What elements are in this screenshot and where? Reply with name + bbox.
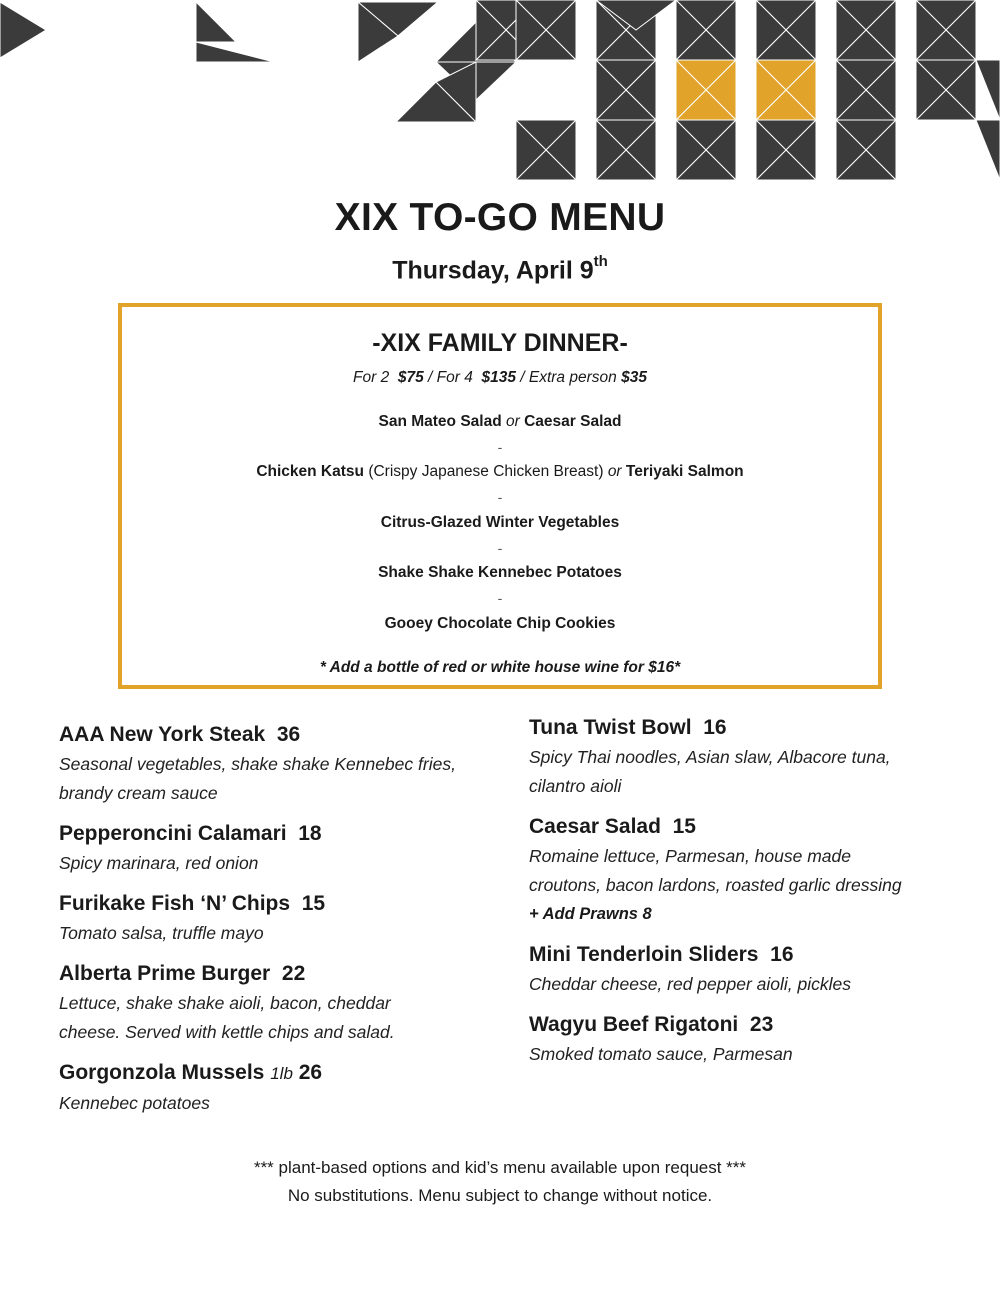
menu-item-name: Pepperoncini Calamari 18 xyxy=(59,822,322,845)
family-dinner-box xyxy=(118,303,882,689)
menu-item-name: Mini Tenderloin Sliders 16 xyxy=(529,943,794,966)
menu-item-addon: + Add Prawns 8 xyxy=(529,905,652,923)
course-separator: - xyxy=(497,439,503,455)
menu-item-description: Spicy Thai noodles, Asian slaw, Albacore tuna, xyxy=(529,747,891,767)
menu-item-description: Seasonal vegetables, shake shake Kennebec fries, xyxy=(59,754,456,774)
menu-date: Thursday, April 9th xyxy=(392,253,608,285)
pattern-triangle xyxy=(196,2,236,42)
menu-item-name: Furikake Fish ‘N’ Chips 15 xyxy=(59,892,326,915)
menu-item xyxy=(59,889,499,948)
family-course-vegetables: Citrus-Glazed Winter Vegetables xyxy=(380,514,620,531)
menu-item xyxy=(59,720,499,808)
family-dinner-title: -XIX FAMILY DINNER- xyxy=(372,329,628,357)
menu-item xyxy=(59,1058,499,1118)
pattern-triangle xyxy=(516,60,596,100)
footer-substitutions-note: No substitutions. Menu subject to change without notice. xyxy=(287,1186,713,1205)
wine-addon-note: * Add a bottle of red or white house wine for $16* xyxy=(319,659,681,676)
menu-item-description: cheese. Served with kettle chips and salad. xyxy=(59,1022,395,1042)
family-course-dessert: Gooey Chocolate Chip Cookies xyxy=(384,615,616,632)
family-course-main: Chicken Katsu (Crispy Japanese Chicken Breast) or Teriyaki Salmon xyxy=(256,463,744,480)
family-course-salad: San Mateo Salad or Caesar Salad xyxy=(378,413,622,430)
menu-item-name: Caesar Salad 15 xyxy=(529,815,696,838)
menu-item-description: Tomato salsa, truffle mayo xyxy=(59,923,264,943)
pattern-triangle xyxy=(976,60,1000,120)
menu-column-right xyxy=(529,713,969,1080)
menu-item-description: Kennebec potatoes xyxy=(59,1093,210,1113)
menu-item-name: Tuna Twist Bowl 16 xyxy=(529,716,727,739)
pattern-triangle xyxy=(196,42,274,62)
family-course-potatoes: Shake Shake Kennebec Potatoes xyxy=(378,564,622,581)
menu-item-name: Wagyu Beef Rigatoni 23 xyxy=(529,1013,774,1036)
menu-column-left xyxy=(59,720,499,1129)
menu-item-description: Spicy marinara, red onion xyxy=(59,853,259,873)
menu-item xyxy=(529,940,969,999)
menu-item-description: brandy cream sauce xyxy=(59,783,218,803)
menu-item-description: croutons, bacon lardons, roasted garlic dressing xyxy=(529,875,902,895)
menu-item xyxy=(529,713,969,801)
course-separator: - xyxy=(497,590,503,606)
menu-item xyxy=(59,959,499,1047)
menu-item-name: Alberta Prime Burger 22 xyxy=(59,962,306,985)
menu-item-description: cilantro aioli xyxy=(529,776,622,796)
menu-item-description: Cheddar cheese, red pepper aioli, pickles xyxy=(529,974,851,994)
menu-item xyxy=(529,1010,969,1069)
menu-item xyxy=(529,812,969,929)
menu-item xyxy=(59,819,499,878)
course-separator: - xyxy=(497,540,503,556)
menu-item-description: Romaine lettuce, Parmesan, house made xyxy=(529,846,851,866)
menu-title: XIX TO-GO MENU xyxy=(334,196,666,239)
geometric-triangle-pattern xyxy=(0,0,1000,190)
footer-plant-based-note: *** plant-based options and kid’s menu available upon request *** xyxy=(253,1158,747,1177)
menu-item-description: Lettuce, shake shake aioli, bacon, cheddar xyxy=(59,993,391,1013)
menu-item-name: AAA New York Steak 36 xyxy=(59,723,301,746)
family-dinner-pricing: For 2 $75 / For 4 $135 / Extra person $35 xyxy=(353,369,647,386)
course-separator: - xyxy=(497,489,503,505)
menu-item-name: Gorgonzola Mussels 1lb 26 xyxy=(59,1061,323,1084)
menu-item-description: Smoked tomato sauce, Parmesan xyxy=(529,1044,793,1064)
pattern-triangle xyxy=(976,120,1000,180)
